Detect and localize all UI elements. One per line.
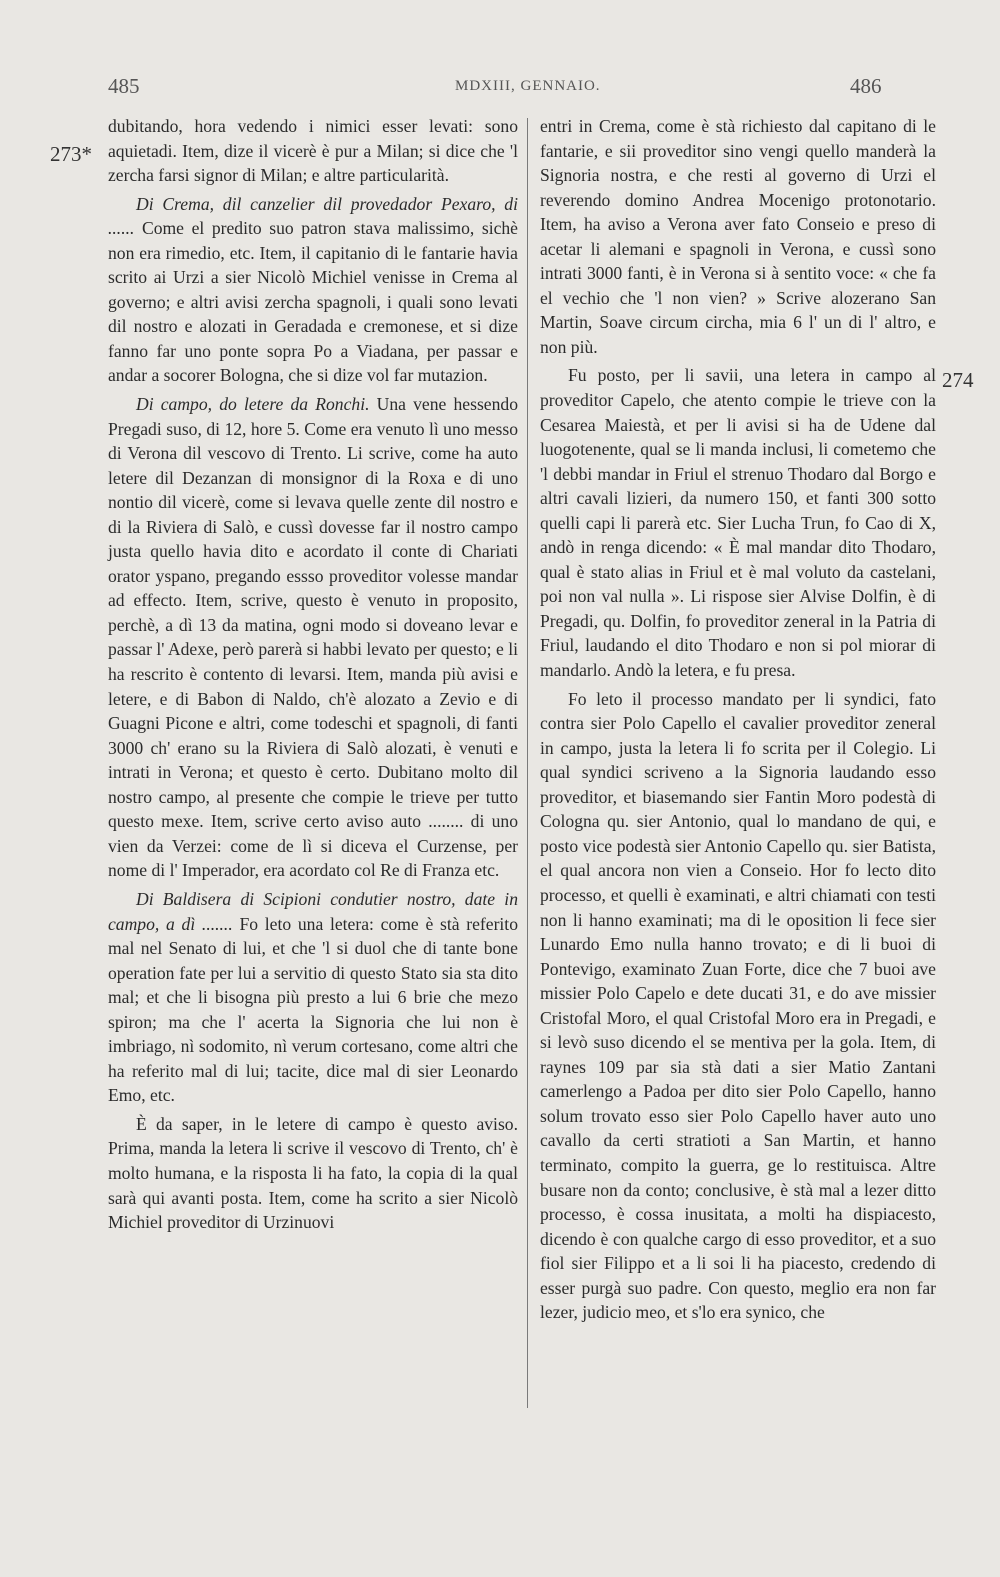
paragraph <box>540 114 936 359</box>
paragraph-heading: Di campo, do letere da Ronchi. <box>136 394 370 415</box>
paragraph-text: dubitando, hora vedendo i nimici esser levati: sono aquietadi. Item, dize il vicerè è pur a Milan; si dice che 'l zercha farsi signor di Milan; e altre particularità. <box>108 116 518 186</box>
paragraph-text: Fo leto il processo mandato per li syndici, fato contra sier Polo Capello el cavalier proveditor zeneral in campo, justa la letera li fo scrita per il Colegio. Li qual syndici scriveno a la Signoria laudando esso proveditor, et biasemando sier Fantin Moro podestà di Cologna qu. sier Antonio, qual lo mandano de qui, e posto vice podestà sier Antonio Capello qu. sier Batista, el qual ancora non vien a Conseio. Hor fo lecto dito processo, et quelli è examinati, e altri chiamati con testi non li hanno examinati; ma di le oposition li fece sier Lunardo Emo nulla hanno trovato; e di li buoi di Pontevigo, examinato Zuan Forte, dice che 7 buoi ave missier Polo Capelo e dete ducati 31, e do ave missier Cristofal Moro, el qual Cristofal Moro era in Pregadi, e si levò suso dicendo el se mentiva per la gola. Item, di raynes 109 par sia stà dati a sier Matio Zantani camerlengo a Padoa per dito sier Polo Capello, hanno solum trovato esso sier Polo Capello haver auto uno cavallo da certi stratioti a San Martin, et hanno terminato, compito la guerra, ge lo restituisca. Altre busare non da conto; conclusive, è stà mal a lezer ditto processo, è cossa inusitata, a molti ha dispiacesto, dicendo è con qualche cargo di esso proveditor, et a suo fiol sier Filippo et a li soi li ha piacesto, credendo di esser purgà suo padre. Con questo, meglio era non far lezer, judicio meo, et s'lo era synico, che <box>540 688 936 1323</box>
running-header <box>0 74 1000 100</box>
paragraph-heading: Di Baldisera di Scipioni condutier nostro, date in campo, a dì ....... <box>108 888 518 934</box>
paragraph-text: Come el predito suo patron stava malissimo, sichè non era rimedio, etc. Item, il capitanio di le fantarie havia scrito ai Urzi a sier Nicolò Michiel venisse in Crema al governo; e altri avisi zercha spagnoli, i quali sono levati dil nostro e alozati in Geradada e cremonese, et si dize fanno far uno ponte sopra Po a Viadana, per passar e andar a socorer Bologna, che si dize vol far mutazion. <box>108 218 518 386</box>
right-column <box>540 114 936 1325</box>
paragraph-text: Fo leto una letera: come è stà referito mal nel Senato di lui, et che 'l si duol che di tante bone operation fate per lui a servitio di questo Stato sia sta dito mal; et che li bisogna più presto a lui 6 brie che mezo spiron; ma che l' acerta la Signoria che lui non è imbriago, nì sodomito, nì verum cortesano, come altri che ha referito mal di lui; tacite, dice mal di sier Leonardo Emo, etc. <box>108 913 518 1106</box>
paragraph-heading: Di Crema, dil canzelier dil provedador Pexaro, di ...... <box>108 193 518 239</box>
left-page-number: 485 <box>108 74 140 98</box>
paragraph-text: Fu posto, per li savii, una letera in campo al proveditor Capelo, che atento compie le trieve con la Cesarea Maiestà, et per li avisi si ha de Udene dal luogotenente, qual se li manda inclusi, li cometemo che 'l debbi mandar in Friul el strenuo Thodaro dal Borgo e altri cavali lizieri, da numero 150, et fanti 300 sotto quelli capi li parerà etc. Sier Lucha Trun, fo Cao di X, andò in renga dicendo: « È mal mandar dito Thodaro, qual è stato alias in Friul et è mal voluto da castelani, poi non val nulla ». Li rispose sier Alvise Dolfin, è di Pregadi, qu. Dolfin, fo proveditor zeneral in la Patria di Friul, laudando el dito Thodaro e non si pol miorar di mandarlo. Andò la letera, e fu presa. <box>540 365 936 681</box>
paragraph <box>108 1112 518 1235</box>
paragraph <box>108 887 518 1108</box>
column-divider <box>527 118 528 1408</box>
paragraph-text: Una vene hessendo Pregadi suso, di 12, hore 5. Come era venuto lì uno messo di Verona dil vescovo di Trento. Li scrive, come ha auto letere dil Dezanzan di monsignor di la Roxa e di uno nontio dil vicerè, come si levava quelle zente dil nostro e di la Riviera di Salò, e cussì dovesse far il nostro campo justa quello havia dito e acordato il conte di Chariati orator yspano, pregando essso proveditor volesse mandar ad effecto. Item, scrive, questo è venuto in proposito, perchè, a dì 13 da matina, ogni modo si doveano levar e passar l' Adexe, però parerà si habbi levato per questo; e li ha rescrito è contento di levarsi. Item, manda più avisi e letere, e di Babon di Naldo, ch'è alozato a Zevio e di Guagni Picone e altri, come todeschi et spagnoli, di fanti 3000 ch' erano su la Riviera di Salò alozati, è venuti e intrati in Verona; et questo è certo. Dubitano molto dil nostro campo, al presente che compie le trieve per tutto questo mexe. Item, scrive certo aviso auto ........ di uno vien da Verzei: come de lì si diceva el Curzense, per nome di l' Imperador, era acordato col Re di Franza etc. <box>108 394 518 881</box>
paragraph-text: entri in Crema, come è stà richiesto dal capitano di le fantarie, e sii proveditor sino vengi quello manderà la Signoria nostra, e che resti al governo di Urzi el reverendo domino Andrea Mocenigo protonotario. Item, ha aviso a Verona aver fato Conseio e preso di acetar li alemani e spagnoli in Verona, e cussì sono intrati 3000 fanti, è in Verona si à sentito voce: « che fa el vechio che 'l non vien? » Scrive alozerano San Martin, Soave circum circha, mia 6 l' un di l' altro, e non più. <box>540 116 936 357</box>
paragraph <box>540 687 936 1325</box>
paragraph-text: È da saper, in le letere di campo è questo aviso. Prima, manda la letera li scrive il vescovo di Trento, ch' è molto humana, e la risposta li ha fato, la copia di la qual sarà qui avanti posta. Item, come ha scrito a sier Nicolò Michiel proveditor di Urzinuovi <box>108 1113 518 1233</box>
paragraph <box>108 192 518 388</box>
right-page-number: 486 <box>850 74 882 98</box>
margin-marker-left: 273* <box>50 142 92 166</box>
paragraph <box>108 114 518 188</box>
paragraph <box>540 363 936 682</box>
margin-marker-right: 274 <box>942 368 974 392</box>
left-column <box>108 114 518 1235</box>
running-title: MDXIII, GENNAIO. <box>455 78 601 94</box>
paragraph <box>108 392 518 883</box>
